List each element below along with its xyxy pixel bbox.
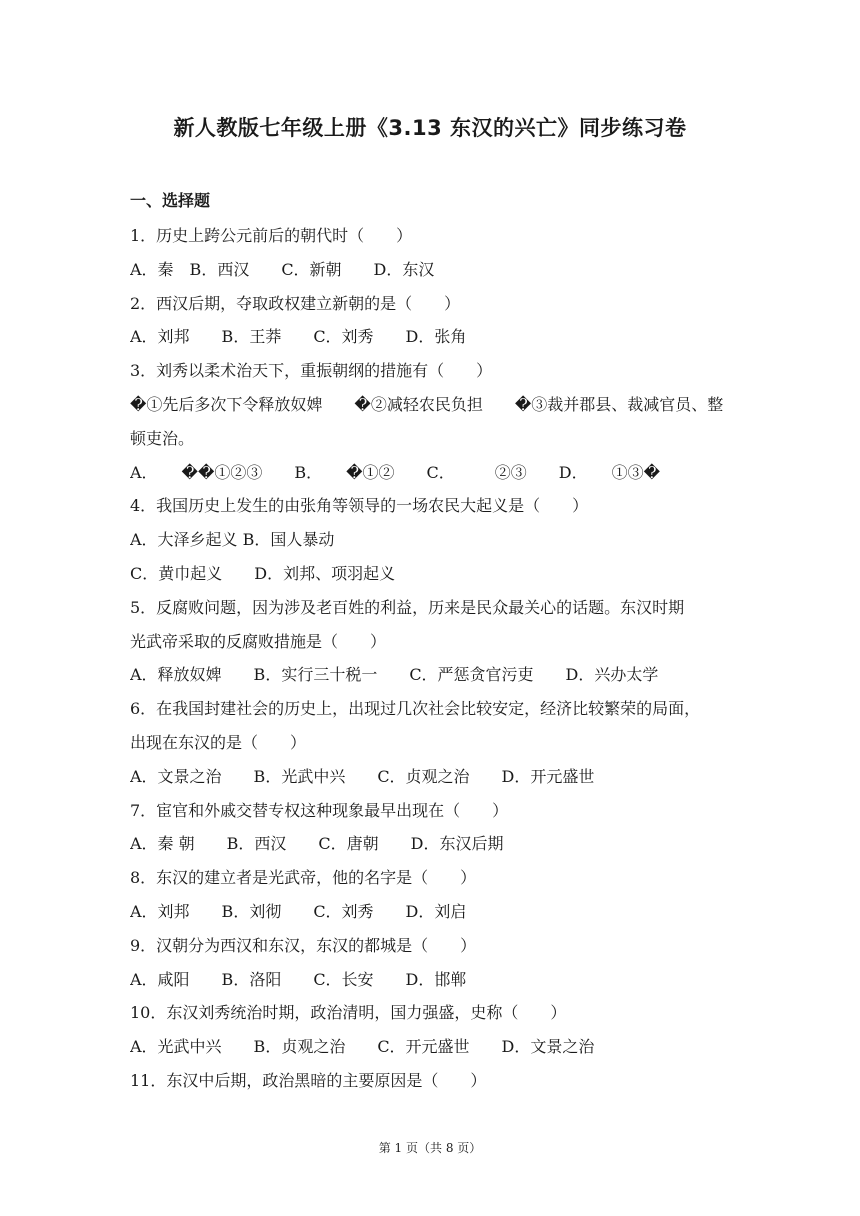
question-4-options-cd: C．黄巾起义 D．刘邦、项羽起义 xyxy=(130,563,396,583)
question-10-stem: 10．东汉刘秀统治时期，政治清明，国力强盛，史称（ ） xyxy=(130,1003,567,1023)
question-4-stem: 4．我国历史上发生的由张角等领导的一场农民大起义是（ ） xyxy=(130,496,589,516)
question-2-options: A．刘邦 B．王莽 C．刘秀 D．张角 xyxy=(130,327,467,347)
question-6-stem-cont: 出现在东汉的是（ ） xyxy=(130,732,307,752)
question-6-stem: 6．在我国封建社会的历史上，出现过几次社会比较安定，经济比较繁荣的局面， xyxy=(130,699,701,719)
question-11-stem: 11．东汉中后期，政治黑暗的主要原因是（ ） xyxy=(130,1070,487,1090)
question-3-options: A． ��①②③ B． �①② C． ②③ D． ①③� xyxy=(130,462,661,482)
question-8-options: A．刘邦 B．刘彻 C．刘秀 D．刘启 xyxy=(130,901,467,921)
question-4-options-ab: A．大泽乡起义 B．国人暴动 xyxy=(130,530,335,550)
question-5-stem-cont: 光武帝采取的反腐败措施是（ ） xyxy=(130,631,387,651)
page-footer: 第 1 页（共 8 页） xyxy=(378,1141,482,1155)
question-3-statements-cont: 顿吏治。 xyxy=(130,428,195,448)
question-8-stem: 8．东汉的建立者是光武帝，他的名字是（ ） xyxy=(130,868,477,888)
question-5-options: A．释放奴婢 B．实行三十税一 C．严惩贪官污吏 D．兴办太学 xyxy=(130,665,659,685)
question-7-options: A．秦 朝 B．西汉 C．唐朝 D．东汉后期 xyxy=(130,834,504,854)
question-9-options: A．咸阳 B．洛阳 C．长安 D．邯郸 xyxy=(130,969,467,989)
question-1-options: A．秦 B．西汉 C．新朝 D．东汉 xyxy=(130,259,435,279)
question-10-options: A．光武中兴 B．贞观之治 C．开元盛世 D．文景之治 xyxy=(130,1037,595,1057)
question-1-stem: 1．历史上跨公元前后的朝代时（ ） xyxy=(130,226,413,245)
question-3-stem: 3．刘秀以柔术治天下，重振朝纲的措施有（ ） xyxy=(130,361,493,381)
question-2-stem: 2．西汉后期，夺取政权建立新朝的是（ ） xyxy=(130,293,461,313)
section-heading: 一、选择题 xyxy=(130,191,211,210)
question-7-stem: 7．宦官和外戚交替专权这种现象最早出现在（ ） xyxy=(130,800,509,820)
page-title: 新人教版七年级上册《3.13 东汉的兴亡》同步练习卷 xyxy=(173,116,687,140)
question-9-stem: 9．汉朝分为西汉和东汉，东汉的都城是（ ） xyxy=(130,935,477,955)
question-body xyxy=(130,219,734,1098)
question-3-statements: �①先后多次下令释放奴婢 �②减轻农民负担 �③裁并郡县、裁减官员、整 xyxy=(130,394,724,414)
question-6-options: A．文景之治 B．光武中兴 C．贞观之治 D．开元盛世 xyxy=(130,766,595,786)
question-5-stem: 5．反腐败问题，因为涉及老百姓的利益，历来是民众最关心的话题。东汉时期 xyxy=(130,597,685,617)
